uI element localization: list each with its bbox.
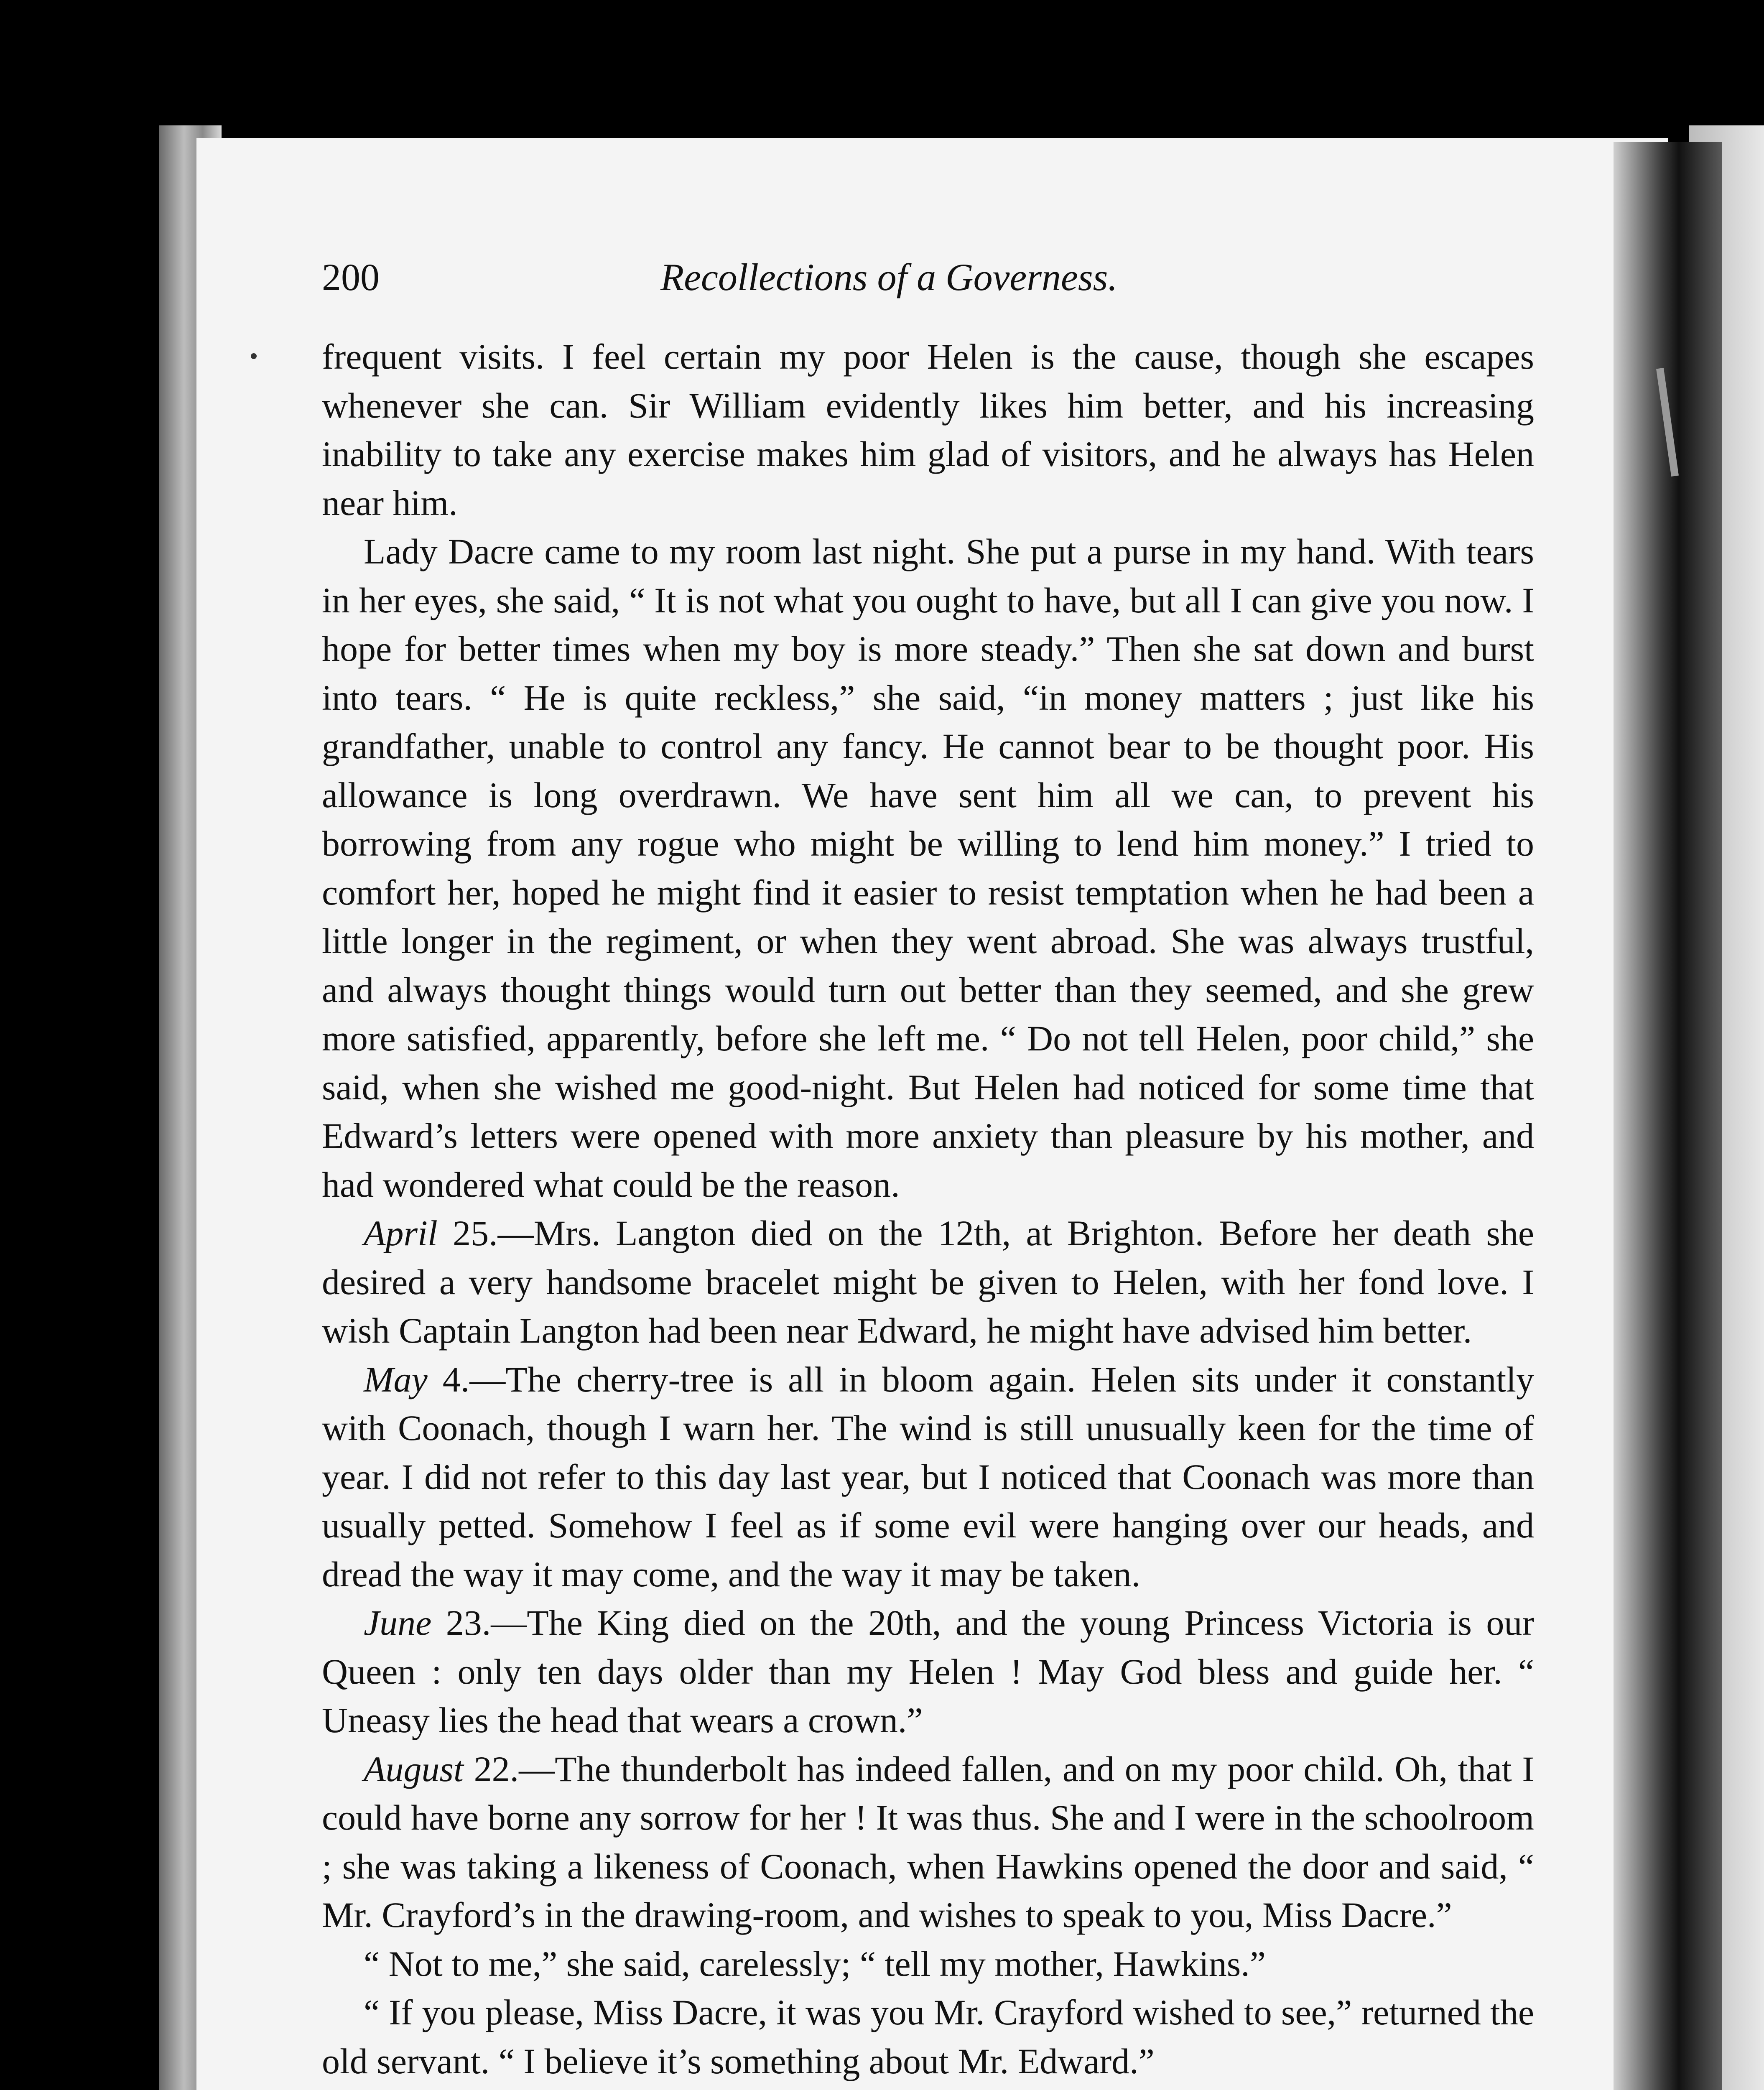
paragraph: frequent visits. I feel certain my poor Helen is the cause, though she escapes whenever she can. Sir William evidently likes him better, and his increasing inability to take any exercise makes him glad of visitors, and he always has Helen near him.	[322, 336, 1534, 523]
entry-date: May	[364, 1359, 428, 1399]
margin-mark	[251, 353, 257, 359]
diary-entry: May 4.—The cherry-tree is all in bloom again. Helen sits under it constantly with Coonach, though I warn her. The wind is still unusually keen for the time of year. I did not refer to this day last year, but I noticed that Coonach was more than usually petted. Somehow I feel as if some evil were hanging over our heads, and dread the way it may come, and the way it may be taken.	[322, 1359, 1534, 1594]
diary-entry: June 23.—The King died on the 20th, and the young Princess Victoria is our Queen : only ten days older than my Helen ! May God bless and guide her. “ Uneasy lies the head that wears a crown.”	[322, 1603, 1534, 1740]
entry-date: June	[364, 1603, 432, 1643]
entry-date: April	[364, 1213, 438, 1253]
page-header	[322, 255, 1534, 314]
page-number: 200	[322, 256, 380, 298]
entry-date: August	[364, 1748, 464, 1789]
paragraph: Lady Dacre came to my room last night. She put a purse in my hand. With tears in her eyes, she said, “ It is not what you ought to have, but all I can give you now. I hope for better times when my boy is more steady.” Then she sat down and burst into tears. “ He is quite reckless,” she said, “in money matters ; just like his grandfather, unable to control any fancy. He cannot bear to be thought poor. His allowance is long overdrawn. We have sent him all we can, to prevent his borrowing from any rogue who might be willing to lend him money.” I tried to comfort her, hoped he might find it easier to resist temptation when he had been a little longer in the regiment, or when they went abroad. She was always trustful, and always thought things would turn out better than they seemed, and she grew more satisfied, apparently, before she left me. “ Do not tell Helen, poor child,” she said, when she wished me good-night. But Helen had noticed for some time that Edward’s letters were opened with more anxiety than pleasure by his mother, and had wondered what could be the reason.	[322, 531, 1534, 1205]
diary-entry: August 22.—The thunderbolt has indeed fallen, and on my poor child. Oh, that I could have borne any sorrow for her ! It was thus. She and I were in the schoolroom ; she was taking a likeness of Coonach, when Hawkins opened the door and said, “ Mr. Crayford’s in the drawing-room, and wishes to speak to you, Miss Dacre.”	[322, 1748, 1534, 1935]
paragraph	[322, 2085, 1534, 2090]
running-title: Recollections of a Governess.	[660, 256, 1118, 298]
paragraph: “ If you please, Miss Dacre, it was you Mr. Crayford wished to see,” returned the old servant. “ I believe it’s something about Mr. Edward.”	[322, 1992, 1534, 2081]
body-text	[322, 332, 1534, 2090]
diary-entry: April 25.—Mrs. Langton died on the 12th, at Brighton. Before her death she desired a very handsome bracelet might be given to Helen, with her fond love. I wish Captain Langton had been near Edward, he might have advised him better.	[322, 1213, 1534, 1351]
paragraph: “ Not to me,” she said, carelessly; “ tell my mother, Hawkins.”	[364, 1943, 1266, 1984]
